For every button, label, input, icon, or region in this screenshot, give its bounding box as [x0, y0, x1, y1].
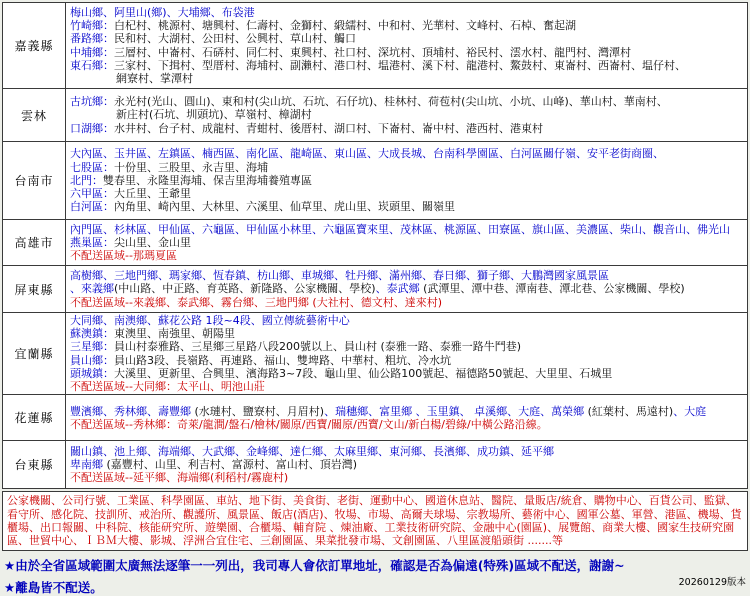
- area-text: 、瑞穗鄉、富里鄉 、玉里鎮、 卓溪鄉、大庭、萬榮鄉: [324, 404, 588, 418]
- area-text: 、來義鄉: [70, 282, 114, 296]
- region-area-list: [66, 3, 748, 89]
- area-text: 口湖鄉：: [70, 121, 114, 135]
- no-delivery-text: 不配送區域--來義鄉、泰武鄉、霧台鄉、三地門鄉 (大社村、德文村、達來村): [70, 295, 443, 309]
- area-line: [70, 269, 743, 282]
- area-line: [70, 187, 743, 200]
- area-line: [70, 340, 743, 353]
- footer-note-islands: ★離島皆不配送。: [4, 579, 103, 595]
- area-text: 大溪里、更新里、合興里、濱海路3~7段、龜山里、仙公路100號起、福德路50號起、大里里、石城里: [114, 366, 613, 380]
- area-text: 內門區、杉林區、甲仙區、六龜區、甲仙區小林里、六龜區寶來里、茂林區、桃源區、田寮區、旗山區、美濃區、柴山、觀音山、佛光山: [70, 222, 730, 236]
- area-text: 網寮村、掌潭村: [116, 71, 193, 85]
- area-text: 員山路3段、長嶺路、再連路、福山、雙埤路、中華村、粗坑、冷水坑: [114, 353, 451, 367]
- region-label: 雲林: [3, 89, 66, 142]
- area-line: [70, 32, 743, 45]
- version-label: 20260129版本: [678, 576, 746, 588]
- area-text: 民和村、大湖村、公田村、公興村、草山村、觸口: [114, 32, 356, 46]
- area-text: 尖山里、金山里: [114, 235, 191, 249]
- region-area-list: [66, 395, 748, 441]
- region-label: 高雄市: [3, 220, 66, 266]
- area-text: 大同鄉、南澳鄉、蘇花公路 1段~4段、國立傳統藝術中心: [70, 314, 350, 327]
- area-text: 七股區：: [70, 160, 114, 174]
- table-row: [3, 313, 748, 395]
- area-text: 大內區、玉井區、左鎮區、楠西區、南化區、龍崎區、東山區、大成長城、台南科學園區、白河區關仔嶺、安平老街商圈、: [70, 147, 664, 161]
- area-text: 三層村、中崙村、石硦村、同仁村、東興村、社口村、深坑村、頂埔村、裕民村、澐水村、龍門村、灣潭村: [114, 45, 631, 59]
- area-text: 十份里、三股里、永吉里、海埔: [114, 160, 268, 174]
- area-line: [70, 108, 743, 121]
- region-area-list: [66, 220, 748, 266]
- area-line: [70, 223, 743, 236]
- area-text: 三星鄉：: [70, 340, 114, 354]
- area-text: 白河區：: [70, 200, 114, 214]
- area-line: [70, 418, 743, 431]
- special-location-notes-box: [2, 491, 748, 551]
- area-text: 員山鄉：: [70, 353, 114, 367]
- area-text: 蘇澳鎮：: [70, 327, 114, 341]
- area-text: 古坑鄉：: [70, 95, 114, 109]
- special-location-notes-text: 公家機關、公司行號、工業區、科學園區、車站、地下街、美食街、老街、運動中心、國道休息站、醫院、量販店/統倉、購物中心、百貨公司、監獄、看守所、感化院、技訓所、戒治所、觀護所、風景區、飯店(酒店)、牧場、市場、高爾夫球場、宗教場所、藝術中心、國軍公墓、軍營、港區、機場、貨櫃場、出口報關、中科院、核能研究所、遊樂園、合櫃場、輔育院 、煉油廠、工業技術研究院、金融中心(園區)、展覽館、商業大樓、國家生技研究園區、世貿中心、ＩＢＭ大樓、影城、浮洲合宜住宅、三創園區、果菜批發市場、文創園區、八里區渡船頭街 .......等: [7, 494, 742, 548]
- no-delivery-text: 不配送區域--那瑪夏區: [70, 249, 177, 263]
- area-line: [70, 19, 743, 32]
- table-row: [3, 220, 748, 266]
- area-text: 梅山鄉、阿里山(鄉)、大埔鄉、布袋港: [70, 5, 255, 19]
- area-line: [70, 122, 743, 135]
- area-line: [70, 445, 743, 458]
- area-text: (嘉豐村、山里、利吉村、富源村、富山村、頂岩灣): [106, 458, 358, 472]
- area-text: 番路鄉：: [70, 32, 114, 46]
- delivery-area-table: [2, 2, 748, 489]
- area-text: 員山村泰雅路、三星鄉三星路八段200號以上、員山村 (泰雅一路、泰雅一路牛鬥巷): [114, 340, 522, 354]
- delivery-area-notice-page: [0, 2, 750, 596]
- no-delivery-text: 不配送區域--大同鄉：太平山、明池山莊: [70, 380, 265, 394]
- area-line: [70, 296, 743, 309]
- area-line: [70, 174, 743, 187]
- area-text: 頭城鎮：: [70, 366, 114, 380]
- table-row: [3, 3, 748, 89]
- area-line: [70, 72, 743, 85]
- area-text: 、泰武鄉: [375, 282, 424, 296]
- region-area-list: [66, 266, 748, 313]
- area-text: 卑南鄉: [70, 458, 107, 472]
- area-line: [70, 147, 743, 160]
- area-line: [70, 327, 743, 340]
- footer-note-coverage: ★由於全省區域範圍太廣無法逐筆一一列出，我司專人會依訂單地址，確認是否為偏遠(特殊)區域不配送，謝謝~: [4, 557, 625, 573]
- region-label: 嘉義縣: [3, 3, 66, 89]
- region-label: 宜蘭縣: [3, 313, 66, 395]
- area-text: 三家村、下揖村、型厝村、海埔村、副瀨村、港口村、塭港村、溪下村、龍港村、鰲鼓村、東崙村、西崙村、塭仔村、: [114, 58, 686, 72]
- area-line: [70, 161, 743, 174]
- area-text: 大丘里、王爺里: [114, 187, 191, 201]
- area-line: [70, 59, 743, 72]
- area-text: (水璉村、鹽寮村、月眉村): [194, 404, 325, 418]
- region-area-list: [66, 142, 748, 220]
- area-text: (紅葉村、馬遠村): [587, 404, 674, 418]
- no-delivery-text: 不配送區域--延平鄉、海端鄉(利稻村/霧鹿村): [70, 471, 289, 485]
- area-text: 雙春里、永隆里海埔、保吉里海埔養殖專區: [103, 173, 312, 187]
- area-text: 水井村、台子村、成龍村、青蚶村、後厝村、湖口村、下崙村、崙中村、港西村、港東村: [114, 121, 543, 135]
- region-label: 台南市: [3, 142, 66, 220]
- region-area-list: [66, 441, 748, 489]
- area-line: [70, 314, 743, 327]
- area-line: [70, 471, 743, 484]
- footer-row: [4, 578, 746, 596]
- area-line: [70, 458, 743, 471]
- region-area-list: [66, 313, 748, 395]
- table-row: [3, 441, 748, 489]
- no-delivery-text: 不配送區域--秀林鄉：奇萊/龍澗/盤石/檜林/關原/西寶/關原/西寶/文山/新白楊/碧綠/中橫公路沿線。: [70, 417, 548, 431]
- area-text: 中埔鄉：: [70, 45, 114, 59]
- area-text: 、大庭: [673, 404, 707, 418]
- area-text: (武潭里、潭中巷、潭南巷、潭北巷、公家機關、學校): [423, 282, 685, 296]
- area-text: 六甲區：: [70, 187, 114, 201]
- table-row: [3, 266, 748, 313]
- area-line: [70, 200, 743, 213]
- area-text: 東澳里、南強里、朝陽里: [114, 327, 235, 341]
- area-line: [70, 380, 743, 393]
- area-line: [70, 282, 743, 295]
- region-label: 台東縣: [3, 441, 66, 489]
- area-text: 北門：: [70, 173, 103, 187]
- region-area-list: [66, 89, 748, 142]
- area-line: [70, 367, 743, 380]
- area-text: 關山鎮、池上鄉、海端鄉、大武鄉、金峰鄉、達仁鄉、太麻里鄉、東河鄉、長濱鄉、成功鎮、延平鄉: [70, 444, 554, 458]
- table-row: [3, 142, 748, 220]
- area-line: [70, 249, 743, 262]
- delivery-area-table-body: [3, 3, 748, 489]
- area-text: 白杞村、桃源村、塘興村、仁壽村、金獅村、緞繻村、中和村、光華村、文峰村、石棹、奮起湖: [114, 19, 576, 33]
- table-row: [3, 89, 748, 142]
- area-line: [70, 6, 743, 19]
- area-text: 內角里、崎內里、大林里、六溪里、仙草里、虎山里、崁頭里、關嶺里: [114, 200, 455, 214]
- area-text: 燕巢區：: [70, 235, 114, 249]
- area-line: [70, 354, 743, 367]
- area-line: [70, 405, 743, 418]
- area-line: [70, 95, 743, 108]
- area-text: 竹崎鄉：: [70, 19, 114, 33]
- region-label: 花蓮縣: [3, 395, 66, 441]
- region-label: 屏東縣: [3, 266, 66, 313]
- area-text: 永光村(光山、圓山)、東和村(尖山坑、石坑、石仔坑)、桂林村、荷苞村(尖山坑、小坑、山峰)、華山村、華南村、: [114, 95, 668, 109]
- area-line: [70, 46, 743, 59]
- area-text: 高樹鄉、三地門鄉、瑪家鄉、恆春鎮、枋山鄉、車城鄉、牡丹鄉、滿州鄉、春日鄉、獅子鄉、大鵬灣國家風景區: [70, 269, 609, 283]
- area-text: 豐濱鄉、秀林鄉、壽豐鄉: [70, 404, 195, 418]
- table-row: [3, 395, 748, 441]
- area-line: [70, 236, 743, 249]
- area-text: (中山路、中正路、育英路、新隆路、公家機關、學校): [114, 282, 376, 296]
- area-text: 東石鄉：: [70, 58, 114, 72]
- area-text: 新庄村(石坑、圳頭坑)、草嶺村、樟湖村: [116, 108, 312, 122]
